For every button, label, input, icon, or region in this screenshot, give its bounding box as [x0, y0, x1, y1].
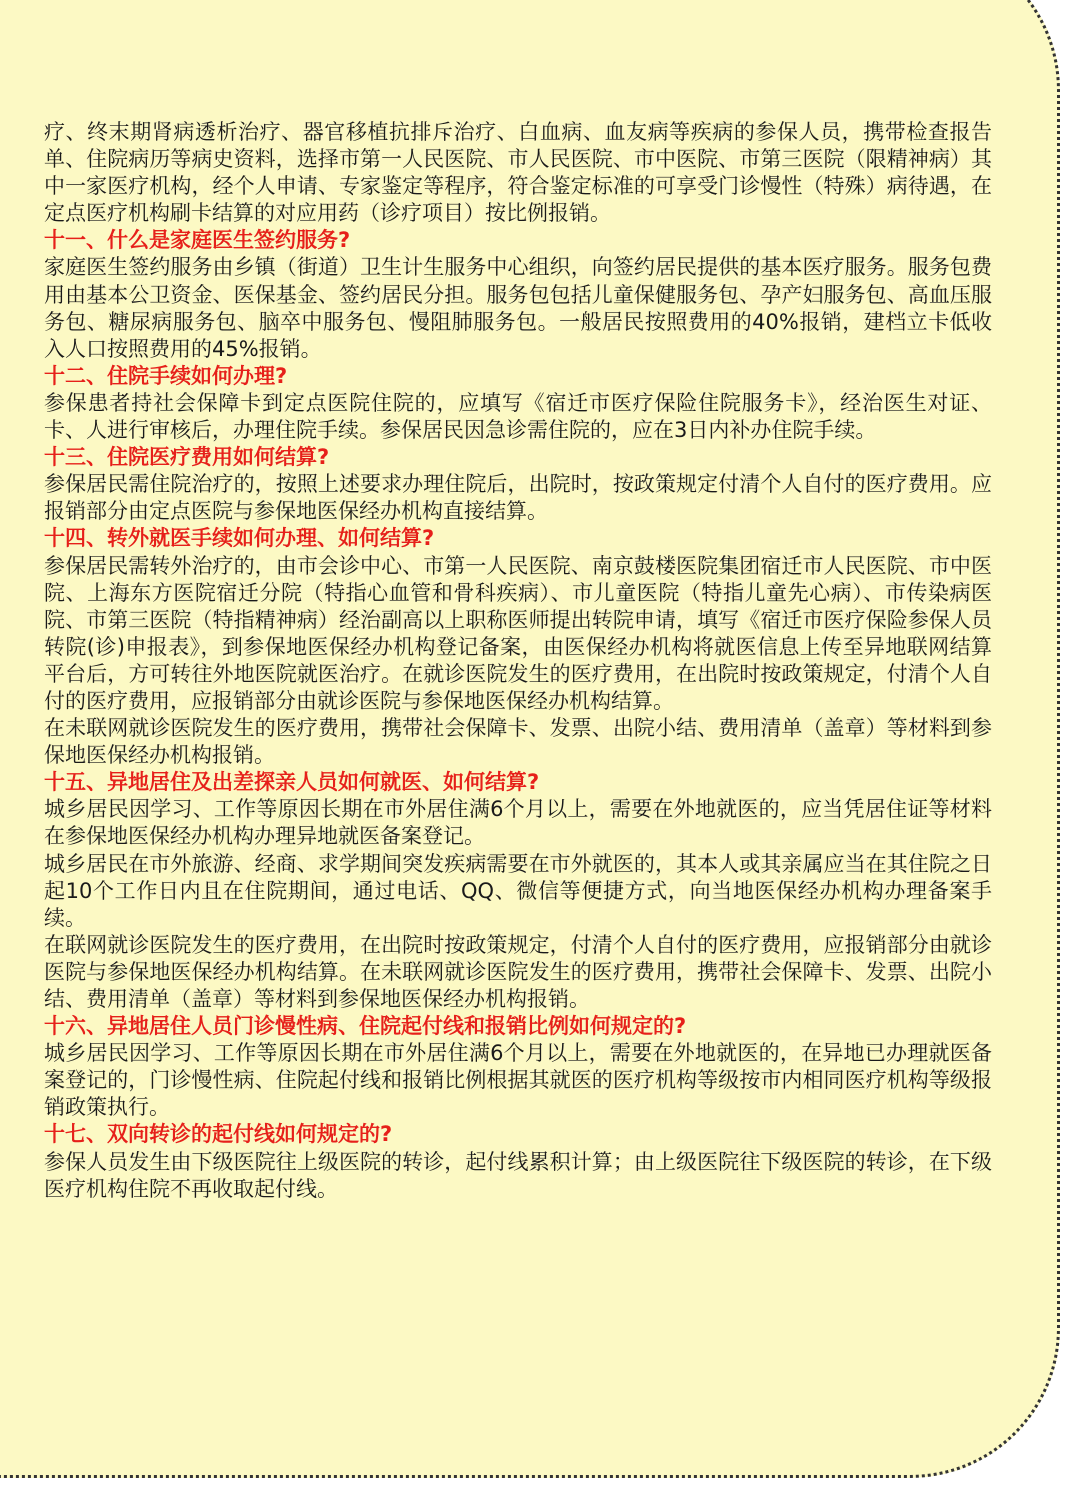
- section-15-paragraph-1: 城乡居民因学习、工作等原因长期在市外居住满6个月以上，需要在外地就医的，应当凭居住证等材料在参保地医保经办机构办理异地就医备案登记。: [44, 797, 992, 849]
- document-content: [44, 119, 992, 1203]
- section-14-paragraph-2: 在未联网就诊医院发生的医疗费用，携带社会保障卡、发票、出院小结、费用清单（盖章）等材料到参保地医保经办机构报销。: [44, 716, 992, 768]
- section-11-paragraph: 家庭医生签约服务由乡镇（街道）卫生计生服务中心组织，向签约居民提供的基本医疗服务。服务包费用由基本公卫资金、医保基金、签约居民分担。服务包包括儿童保健服务包、孕产妇服务包、高血压服务包、糖尿病服务包、脑卒中服务包、慢阻肺服务包。一般居民按照费用的40%报销，建档立卡低收入人口按照费用的45%报销。: [44, 255, 993, 361]
- intro-paragraph: 疗、终末期肾病透析治疗、器官移植抗排斥治疗、白血病、血友病等疾病的参保人员，携带检查报告单、住院病历等病史资料，选择市第一人民医院、市人民医院、市中医院、市第三医院（限精神病）其中一家医疗机构，经个人申请、专家鉴定等程序，符合鉴定标准的可享受门诊慢性（特殊）病待遇，在定点医疗机构刷卡结算的对应用药（诊疗项目）按比例报销。: [44, 120, 992, 226]
- heading-section-11: 十一、什么是家庭医生签约服务?: [44, 228, 351, 253]
- section-12-paragraph: 参保患者持社会保障卡到定点医院住院的，应填写《宿迁市医疗保险住院服务卡》，经治医生对证、卡、人进行审核后，办理住院手续。参保居民因急诊需住院的，应在3日内补办住院手续。: [44, 390, 992, 443]
- section-16-paragraph: 城乡居民因学习、工作等原因长期在市外居住满6个月以上，需要在外地就医的，在异地已办理就医备案登记的，门诊慢性病、住院起付线和报销比例根据其就医的医疗机构等级按市内相同医疗机构等级报销政策执行。: [44, 1041, 992, 1120]
- section-13-paragraph: 参保居民需住院治疗的，按照上述要求办理住院后，出院时，按政策规定付清个人自付的医疗费用。应报销部分由定点医院与参保地医保经办机构直接结算。: [44, 472, 992, 524]
- heading-section-12: 十二、住院手续如何办理?: [44, 363, 288, 388]
- section-15-paragraph-2: 城乡居民在市外旅游、经商、求学期间突发疾病需要在市外就医的，其本人或其亲属应当在其住院之日起10个工作日内且在住院期间，通过电话、QQ、微信等便捷方式，向当地医保经办机构办理备案手续。: [44, 851, 992, 930]
- heading-section-17: 十七、双向转诊的起付线如何规定的?: [44, 1122, 393, 1147]
- heading-section-15: 十五、异地居住及出差探亲人员如何就医、如何结算?: [44, 770, 540, 795]
- section-14-paragraph-1: 参保居民需转外治疗的，由市会诊中心、市第一人民医院、南京鼓楼医院集团宿迁市人民医院、市中医院、上海东方医院宿迁分院（特指心血管和骨科疾病）、市儿童医院（特指儿童先心病）、市传染病医院、市第三医院（特指精神病）经治副高以上职称医师提出转院申请，填写《宿迁市医疗保险参保人员转院(诊)申报表》，到参保地医保经办机构登记备案，由医保经办机构将就医信息上传至异地联网结算平台后，方可转往外地医院就医治疗。在就诊医院发生的医疗费用，在出院时按政策规定，付清个人自付的医疗费用，应报销部分由就诊医院与参保地医保经办机构结算。: [44, 553, 992, 713]
- section-17-paragraph: 参保人员发生由下级医院往上级医院的转诊，起付线累积计算；由上级医院往下级医院的转诊，在下级医疗机构住院不再收取起付线。: [44, 1149, 992, 1201]
- heading-section-13: 十三、住院医疗费用如何结算?: [44, 445, 330, 470]
- section-15-paragraph-3: 在联网就诊医院发生的医疗费用，在出院时按政策规定，付清个人自付的医疗费用，应报销部分由就诊医院与参保地医保经办机构结算。在未联网就诊医院发生的医疗费用，携带社会保障卡、发票、出院小结、费用清单（盖章）等材料到参保地医保经办机构报销。: [44, 932, 992, 1011]
- heading-section-14: 十四、转外就医手续如何办理、如何结算?: [44, 526, 435, 551]
- heading-section-16: 十六、异地居住人员门诊慢性病、住院起付线和报销比例如何规定的?: [44, 1014, 687, 1039]
